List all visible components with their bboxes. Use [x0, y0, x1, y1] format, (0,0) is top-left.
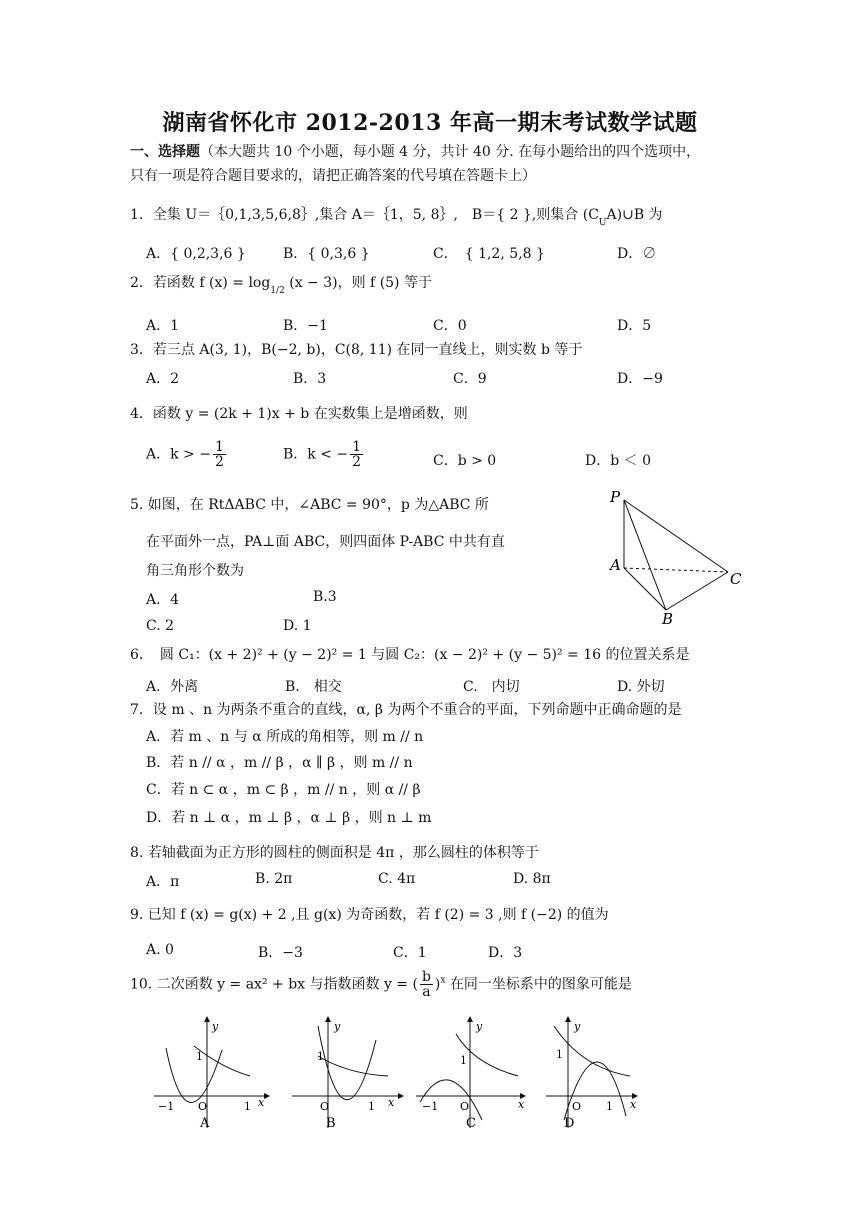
q6-option-b: B. 相交 [285, 679, 342, 695]
section-intro [130, 140, 730, 188]
svg-text:1: 1 [606, 1100, 613, 1113]
svg-text:1: 1 [196, 1050, 203, 1063]
section-heading: 一、选择题 [130, 144, 200, 160]
q2-option-c: C．0 [433, 318, 467, 334]
q6-option-d: D. 外切 [617, 679, 665, 695]
q8-option-a: A．π [146, 874, 180, 890]
q9-option-c: C．1 [393, 945, 427, 961]
q8-option-c: C. 4π [378, 871, 416, 887]
q9-option-d: D．3 [488, 945, 523, 961]
section-intro-line1: （本大题共 10 个小题，每小题 4 分，共计 40 分. 在每小题给出的四个选项中， [200, 144, 701, 160]
q6-option-c: C. 内切 [463, 679, 520, 695]
question-7-stem: 7．设 m 、n 为两条不重合的直线，α, β 为两个不重合的平面，下列命题中正确命题的是 [130, 702, 682, 718]
question-5-stem-line2: 在平面外一点，PA⊥面 ABC，则四面体 P-ABC 中共有直 [146, 534, 505, 550]
svg-text:y: y [574, 1020, 581, 1033]
question-2-stem: 2．若函数 f $(x) = \log_{1/2} (x - 3)$，则 f (5) 等于 [130, 275, 432, 296]
q3-option-a: A．2 [146, 371, 180, 387]
question-10-stem: 10. 二次函数 y = ax² + bx 与指数函数 y = ( $\frac{b}{a}$ )$^x$ 在同一坐标系中的图象可能是 [130, 969, 632, 1000]
svg-text:O: O [460, 1100, 470, 1113]
svg-text:x: x [630, 1098, 637, 1111]
question-4-stem: 4．函数 y = (2k + 1)x + b 在实数集上是增函数，则 [130, 406, 468, 422]
svg-text:O: O [320, 1100, 330, 1113]
graph-d [542, 1016, 652, 1131]
graph-b [288, 1016, 408, 1131]
graph-a-label: A [200, 1116, 210, 1131]
svg-text:y: y [334, 1020, 341, 1033]
q5-option-d: D. 1 [283, 618, 312, 634]
q1-option-d: D．∅ [617, 246, 657, 262]
question-6-stem: 6． 圆 C₁：(x + 2)² + (y − 2)² = 1 与圆 C₂：(x − 2)² + (y − 5)² = 16 的位置关系是 [130, 647, 690, 663]
svg-text:1: 1 [460, 1054, 467, 1067]
question-9-stem: 9. 已知 f (x) = g(x) + 2 ,且 g(x) 为奇函数，若 f (2) = 3 ,则 f (−2) 的值为 [130, 907, 609, 923]
q9-option-a: A. 0 [146, 942, 174, 958]
svg-text:1: 1 [317, 1050, 324, 1063]
q4-option-b: B．k < − $\frac{1}{2}$ [283, 439, 362, 470]
svg-text:−1: −1 [422, 1100, 439, 1113]
svg-text:x: x [258, 1096, 265, 1109]
svg-text:y: y [476, 1020, 483, 1033]
svg-text:O: O [198, 1100, 208, 1113]
svg-text:−1: −1 [158, 1100, 175, 1113]
q5-option-c: C. 2 [146, 618, 175, 634]
graph-d-label: D [564, 1116, 575, 1131]
svg-text:1: 1 [244, 1100, 251, 1113]
q7-option-a: A．若 m 、n 与 α 所成的角相等，则 m // n [146, 729, 424, 745]
q3-option-c: C．9 [453, 371, 487, 387]
q7-option-c: C．若 n ⊂ α ，m ⊂ β ，m // n ，则 α // β [146, 782, 421, 798]
section-intro-line2: 只有一项是符合题目要求的，请把正确答案的代号填在答题卡上） [130, 168, 536, 184]
q8-option-d: D. 8π [513, 871, 551, 887]
graph-c [412, 1016, 532, 1131]
tetrahedron-figure [600, 486, 760, 631]
q2-option-a: A．1 [146, 318, 180, 334]
q7-option-b: B．若 n // α ，m // β ，α ∥ β ，则 m // n [146, 755, 413, 771]
q5-option-a: A．4 [146, 592, 180, 608]
q8-option-b: B. 2π [255, 871, 293, 887]
q3-option-d: D．−9 [617, 371, 663, 387]
question-5-stem-line3: 角三角形个数为 [146, 563, 244, 579]
q4-option-a: A．k > − $\frac{1}{2}$ [146, 439, 224, 470]
q2-option-b: B．−1 [283, 318, 328, 334]
question-5-stem-line1: 5. 如图，在 RtΔABC 中，∠ABC = 90°，p 为△ABC 所 [130, 497, 489, 513]
graph-a [150, 1016, 270, 1131]
question-1-stem: 1．全集 U＝｛0,1,3,5,6,8｝,集合 A＝｛1，5, 8｝, B＝{ 2 },则集合 $(C_UA)\cup B$ 为 [130, 207, 663, 228]
figure-label-p: P [610, 488, 621, 506]
graph-c-label: C [466, 1116, 476, 1131]
figure-label-a: A [610, 556, 621, 574]
question-3-stem: 3．若三点 A(3, 1)，B(−2, b)，C(8, 11) 在同一直线上，则实数 b 等于 [130, 342, 583, 358]
svg-text:O: O [572, 1100, 582, 1113]
svg-text:x: x [518, 1098, 525, 1111]
q4-option-c: C．b > 0 [433, 453, 497, 469]
svg-text:1: 1 [556, 1048, 563, 1061]
q7-option-d: D．若 n ⊥ α ，m ⊥ β ，α ⊥ β ，则 n ⊥ m [146, 810, 432, 826]
svg-text:y: y [212, 1020, 219, 1033]
graph-b-label: B [326, 1116, 336, 1131]
q1-option-b: B．{ 0,3,6 } [283, 246, 370, 262]
q4-option-d: D．b ＜ 0 [585, 453, 651, 469]
svg-text:x: x [388, 1096, 395, 1109]
q6-option-a: A．外离 [146, 679, 199, 695]
q5-option-b: B.3 [313, 589, 337, 605]
q2-option-d: D．5 [617, 318, 652, 334]
q9-option-b: B．−3 [258, 945, 303, 961]
figure-label-b: B [662, 610, 674, 628]
q1-option-c: C． { 1,2, 5,8 } [433, 246, 545, 262]
page-title: 湖南省怀化市 2012-2013 年高一期末考试数学试题 [162, 110, 698, 136]
q3-option-b: B．3 [293, 371, 327, 387]
figure-label-c: C [730, 570, 742, 588]
q1-option-a: A．{ 0,2,3,6 } [146, 246, 246, 262]
question-8-stem: 8. 若轴截面为正方形的圆柱的侧面积是 4π ，那么圆柱的体积等于 [130, 845, 539, 861]
svg-text:1: 1 [368, 1100, 375, 1113]
